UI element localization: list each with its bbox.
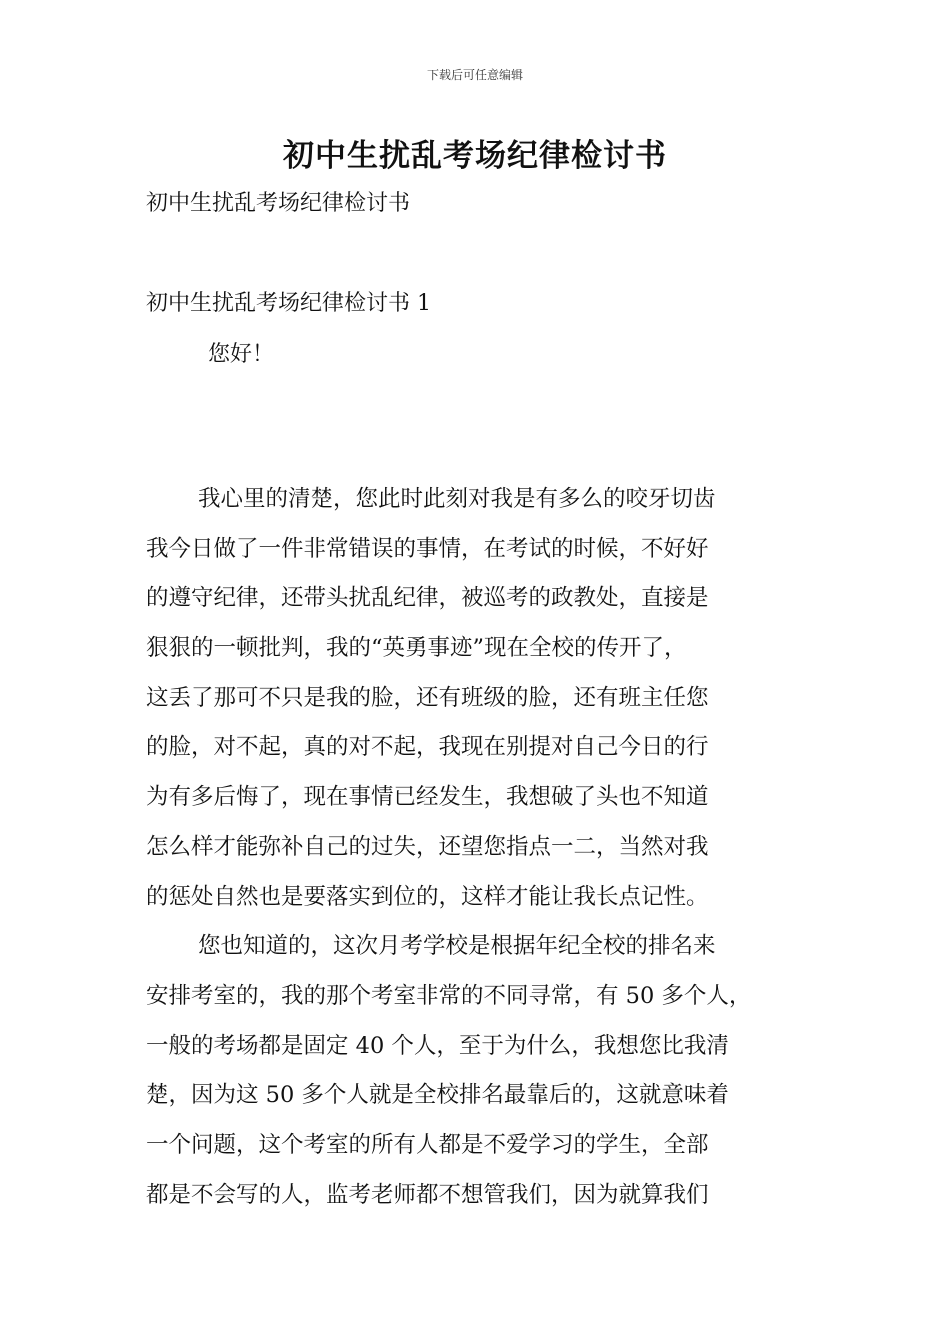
body-line: 的遵守纪律，还带头扰乱纪律，被巡考的政教处，直接是	[146, 585, 709, 612]
body-line: 楚，因为这 50 多个人就是全校排名最靠后的，这就意味着	[146, 1082, 729, 1109]
body-line: 都是不会写的人，监考老师都不想管我们，因为就算我们	[146, 1181, 709, 1208]
body-line: 的脸，对不起，真的对不起，我现在别提对自己今日的行	[146, 734, 709, 761]
header-note: 下载后可任意编辑	[426, 68, 523, 82]
body-line: 为有多后悔了，现在事情已经发生，我想破了头也不知道	[146, 784, 709, 811]
body-line: 怎么样才能弥补自己的过失，还望您指点一二，当然对我	[146, 833, 709, 860]
body-line: 我心里的清楚，您此时此刻对我是有多么的咬牙切齿	[198, 486, 716, 512]
greeting: 您好！	[208, 342, 275, 367]
body-line: 狠狠的一顿批判，我的“英勇事迹”现在全校的传开了，	[146, 635, 687, 662]
body-line: 安排考室的，我的那个考室非常的不同寻常，有 50 多个人，	[146, 982, 752, 1009]
body-line: 这丢了那可不只是我的脸，还有班级的脸，还有班主任您	[146, 684, 709, 711]
document-subtitle: 初中生扰乱考场纪律检讨书	[146, 191, 411, 216]
body-text	[146, 482, 836, 1227]
body-line: 您也知道的，这次月考学校是根据年纪全校的排名来	[198, 933, 716, 960]
body-line: 我今日做了一件非常错误的事情，在考试的时候，不好好	[146, 535, 709, 562]
section-heading: 初中生扰乱考场纪律检讨书 1	[146, 291, 431, 316]
body-line: 一个问题，这个考室的所有人都是不爱学习的学生，全部	[146, 1131, 709, 1158]
body-line: 一般的考场都是固定 40 个人，至于为什么，我想您比我清	[146, 1032, 729, 1059]
document-title: 初中生扰乱考场纪律检讨书	[283, 138, 667, 174]
body-line: 的惩处自然也是要落实到位的，这样才能让我长点记性。	[146, 883, 709, 910]
